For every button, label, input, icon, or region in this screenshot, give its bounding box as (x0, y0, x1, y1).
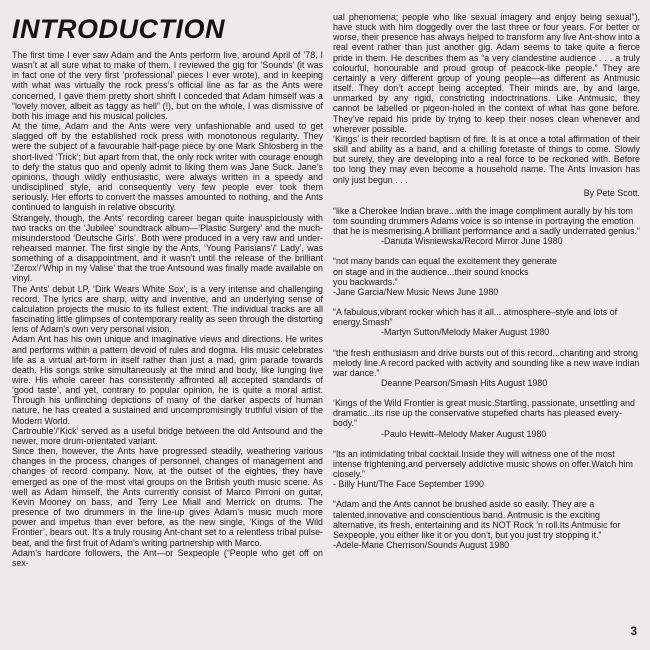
body-paragraph: Strangely, though, the Ants’ recording career began quite inauspiciously with two tracks on the ‘Jubilee’ soundtrack album—‘Plastic Surgery’ and the much-misunderstood ‘Deutsche Girls’. Both were produced in a very raw and under-rehearsed manner. The first single by the Ants, ‘Young Parisians’/‘ Lady’, was something of a disappointment, and it wasn’t until the release of the brilliant ‘Zerox’/‘Whip in my Valise’ that the true Antsound was finally made available on vinyl. (12, 212, 323, 284)
author-signature: By Pete Scott. (583, 187, 640, 198)
quote-text: “Its an intimidating tribal cocktail.Inside they will witness one of the most intense frightening,and perversely addictive music shows on offer.Watch him closely.” (333, 448, 633, 480)
page-title: INTRODUCTION (12, 14, 225, 44)
quote-text: “like a Cherokee Indian brave...with the image compliment aurally by his tom tom sounding drummers Adams voice is so intense in portraying the emotion that he is mesmerising.A brilliant performance and a sadly underrated genius.” (333, 205, 640, 237)
quote-text: “Adam and the Ants cannot be brushed aside so easily. They are a talented,innovative and conscientious band. Antmusic is the exciting alternative, its fresh, entertaining and its NOT Rock ’n roll.Its Antmusic for Sexpeople, you either like it or you don’t, but you just try stopping it.” (333, 499, 621, 540)
press-quote (333, 398, 640, 439)
press-quotes (333, 206, 640, 550)
body-paragraph: Cartrouble’/‘Kick’ served as a useful bridge between the old Antsound and the newer, more drum-orientated variant. (12, 425, 323, 446)
quote-text: “not many bands can equal the excitement they generate on stage and in the audience...their sound knocks you backwards.” (333, 256, 557, 287)
press-quote (333, 307, 640, 337)
body-paragraph: The first time I ever saw Adam and the Ants perform live, around April of ’78, I wasn’t at all sure what to make of them. I reviewed the gig for ‘Sounds’ (it was in fact one of the very first ‘professional’ pieces I ever wrote), and in keeping with what was virtually the rock press’s official line as far as the Ants were concerned, I gave them pretty short shrift I conceded that Adam himself was a “lovely mover, albeit as taggy as hell” (!), but on the whole, I was dismissive of both his image and his musical policies. (12, 50, 323, 121)
left-column (12, 50, 323, 568)
page-number: 3 (630, 624, 637, 638)
body-paragraph: The Ants’ debut LP, ‘Dirk Wears White Sox’, is a very intense and challenging record. The lyrics are sharp, witty and inventive, and an underlying sense of calculation projects the music to its fullest extent. The individual tracks are all fascinating little glimpses of contemporary reality as seen through the distorting lens of Adam’s own very personal vision. (12, 283, 323, 335)
quote-source: -Paulo Hewitt–Melody Maker August 1980 (381, 428, 547, 439)
press-quote (333, 499, 640, 550)
body-paragraph: At the time, Adam and the Ants were very unfashionable and used to get slagged off by the established rock press with monotonous regularity. They were the subject of a favourable half-page piece by one Mark Shlosberg in the short-lived ‘Trick’; but apart from that, the only rock writer with courage enough to defy the status quo and openly admit to liking them was Jane Suck. Jane’s opinions, though wildly enthusiastic, were always written in a speedy and undisciplined style, and consequently very few people ever took them seriously. Her efforts to convert the masses amounted to nothing, and the Ants continued to languish in relative obscurity. (12, 121, 323, 213)
body-paragraph: ‘Kings’ is their recorded baptism of fire. It is at once a total affirmation of their skill and ability as a band, and a chilling foretaste of things to come. Slowly but surely, they are developing into a real force to be reckoned with. Before too long they may even become a household name. The Ants Invasion has only just begun . . . (333, 133, 640, 185)
body-paragraph: Since then, however, the Ants have progressed steadily, weathering various changes in the process, changes of personnel, changes of management and changes of record company. Now, at the outset of the eighties, they have emerged as one of the most vital groups on the British youth music scene. As well as Adam himself, the Ants currently consist of Marco Pirroni on guitar, Kevin Mooney on bass, and Terry Lee Miall and Merrick on drums. The presence of two drummers in the line-up gives Adam’s music much more power and impetus than ever before, as the new single, ‘Kings of the Wild Frontier’, bears out. It’s a truly rousing Ant-chant set to a relentless tribal pulse-beat, and the first fruit of Adam’s writing partnership with Marco. (12, 446, 323, 548)
quote-text: “the fresh enthusiasm and drive bursts out of this record...chanting and strong melody line.A record packed with activity and sounding like a new wave indian war dance.” (333, 347, 640, 378)
quote-source: -Adele-Marie Cherrison/Sounds August 1980 (333, 540, 510, 551)
quote-source: -Jane Garcia/New Music News June 1980 (333, 286, 499, 297)
press-quote (333, 206, 640, 247)
quote-source: -Martyn Sutton/Melody Maker August 1980 (381, 327, 550, 338)
body-paragraph: Adam’s hardcore followers, the Ant—or Sexpeople (“People who get off on sex- (12, 547, 323, 568)
quote-source: -Danuta Wisniewska/Record Mirror June 1980 (381, 236, 563, 247)
quote-source: Deanne Pearson/Smash Hits August 1980 (381, 378, 548, 388)
quote-text: ‘Kings of the Wild Frontier is great music.Startling, passionate, unsettling and dramatic...its rise up the conservative stupefied charts has pleased every-body.” (333, 398, 635, 429)
press-quote (333, 449, 640, 490)
body-paragraph: Adam Ant has his own unique and imaginative views and directions. He writes and performs within a pattern devoid of rules and dogma. His music celebrates life as a virtual art-form in itself rather than just a mad, grim parade towards death. His songs strike simultaneously at the mind and body, like lunging live wire. His whole career has consistently affronted all accepted standards of ‘good taste’, and yet, contrary to popular opinion, he is quite a moral artist. Through his unflinching depictions of many of the darker aspects of human nature, he has created a sustained and uncompromisingly truthful vision of the Modern World. (12, 334, 323, 426)
press-quote (333, 348, 640, 389)
press-quote (333, 256, 640, 297)
right-column (333, 12, 640, 560)
body-paragraph: ual phenomena; people who like sexual imagery and enjoy being sexual”), have stuck with him doggedly over the last three or four years. For better or worse, their presence has always helped to transform any live Ant-show into a real event rather than just another gig. Adam seems to take quite a fierce pride in them. He describes them as “a very clandestine audience . . . a truly colourful, honourable and proud group of peacock-like people.” They are certainly a very different group of young people—as different as Antmusic itself. They don’t accept being accepted. Their minds are, by and large, unmarked by any rigid, constricting indoctrinations. Like Antmusic, they cannot be labelled or pigeon-holed in the context of what has gone before. They’ve repaid his pride by trying to keep their noses clean whenever and wherever possible. (333, 12, 640, 134)
quote-source: - Billy Hunt/The Face September 1990 (333, 479, 484, 490)
quote-text: “A fabulous,vibrant rocker which has it all... atmosphere–style and lots of energy.Smash” (333, 307, 618, 328)
